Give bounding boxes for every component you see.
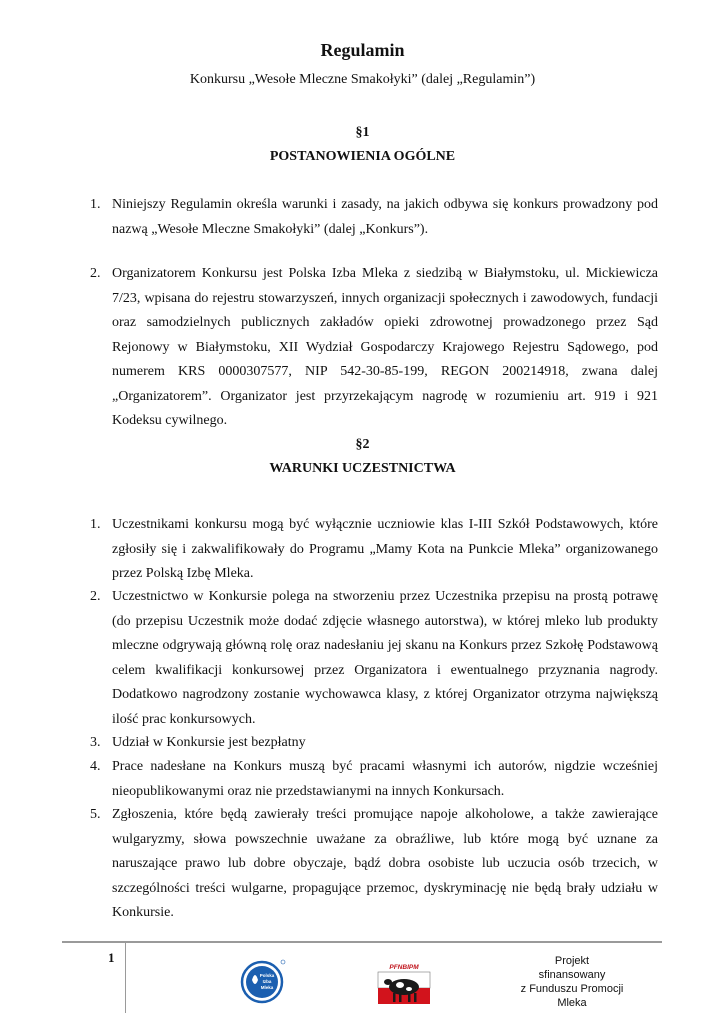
section-2-heading: WARUNKI UCZESTNICTWA <box>269 461 456 476</box>
section-1-heading: POSTANOWIENIA OGÓLNE <box>269 149 456 164</box>
list-item <box>90 513 658 587</box>
list-item-text: Udział w Konkursie jest bezpłatny <box>112 735 306 750</box>
list-item-text: Niniejszy Regulamin określa warunki i zasady, na jakich odbywa się konkurs prowadzony pod nazwą „Wesołe Mleczne Smakołyki” (dalej „Konkurs”). <box>112 197 658 237</box>
logo-pim-line-2: Izba <box>262 979 272 984</box>
project-note-line: sfinansowany <box>538 969 606 981</box>
polska-izba-mleka-logo-icon <box>240 958 286 1004</box>
list-item-text: Zgłoszenia, które będą zawierały treści promujące napoje alkoholowe, a także zawierające wulgaryzmy, słowa powszechnie uważane za obraźliwe, lub które mogą być uznane za naruszające prawo lub dobre obyczaje, bądź dobra osobiste lub uczucia osób trzecich, w szczególności treści wulgarne, propagujące przemoc, dyskryminację nie będą brały udziału w Konkursie. <box>112 807 658 920</box>
list-item-number: 5. <box>90 807 101 822</box>
list-item <box>90 262 658 434</box>
list-item-number: 4. <box>90 759 101 774</box>
project-note-line: Projekt <box>554 955 590 967</box>
document-subtitle: Konkursu „Wesołe Mleczne Smakołyki” (dalej „Regulamin”) <box>189 72 536 87</box>
project-note-line: Mleka <box>557 997 587 1009</box>
list-item-text: Prace nadesłane na Konkurs muszą być pracami własnymi ich autorów, nigdzie wcześniej nieopublikowanymi oraz nie przedstawianymi na innych Konkursach. <box>112 759 658 799</box>
list-item <box>90 755 658 804</box>
list-item-text: Uczestnictwo w Konkursie polega na stworzeniu przez Uczestnika przepisu na prostą potrawę (do przepisu Uczestnik może dodać zdjęcie własnego autorstwa), w której mleko lub produkty mleczne odgrywają główną rolę oraz nadesłaniu jej skanu na Konkurs przez Szkołę Podstawową celem kwalifikacji konkursowej przez Organizatora i ewentualnego przyznania nagrody. Dodatkowo nagrodzony zostanie wychowawca klasy, z której Organizator otrzyma największą ilość prac konkursowych. <box>112 589 658 727</box>
section-1-number: §1 <box>355 125 370 140</box>
list-item-number: 2. <box>90 589 101 604</box>
project-note <box>512 954 632 1010</box>
logo-pfn-label: PFNBIPM <box>389 964 419 971</box>
list-item <box>90 803 658 926</box>
list-item-number: 1. <box>90 197 101 212</box>
page-number: 1 <box>108 950 115 965</box>
list-item <box>90 585 658 732</box>
list-item-number: 2. <box>90 266 101 281</box>
list-item <box>90 193 658 242</box>
list-item-text: Organizatorem Konkursu jest Polska Izba Mleka z siedzibą w Białymstoku, ul. Mickiewicza 7/23, wpisana do rejestru stowarzyszeń, innych organizacji społecznych i zawodowych, fundacji oraz samodzielnych publicznych zakładów opieki zdrowotnej prowadzonego przez Sąd Rejonowy w Białymstoku, XII Wydział Gospodarczy Krajowego Rejestru Sądowego, pod numerem KRS 0000307577, NIP 542-30-85-199, REGON 200214918, zwana dalej „Organizatorem”. Organizator jest przyrzekającym nagrodę w rozumieniu art. 919 i 921 Kodeksu cywilnego. <box>112 266 658 428</box>
project-note-line: z Funduszu Promocji <box>520 983 624 995</box>
logo-pim-line-1: Polska <box>259 973 275 978</box>
footer-divider <box>62 941 662 943</box>
list-item-number: 1. <box>90 517 101 532</box>
list-item-text: Uczestnikami konkursu mogą być wyłącznie uczniowie klas I-III Szkół Podstawowych, które zgłosiły się i zakwalifikowały do Programu „Mamy Kota na Punkcie Mleka” organizowanego przez Polską Izbę Mleka. <box>112 517 658 581</box>
pfnbipm-logo-icon <box>376 962 432 1008</box>
logo-pim-line-3: Mleka <box>260 985 274 990</box>
section-2-number: §2 <box>355 437 370 452</box>
footer-vertical-divider <box>125 943 126 1013</box>
list-item <box>90 731 658 756</box>
list-item-number: 3. <box>90 735 101 750</box>
document-title: Regulamin <box>320 40 405 60</box>
